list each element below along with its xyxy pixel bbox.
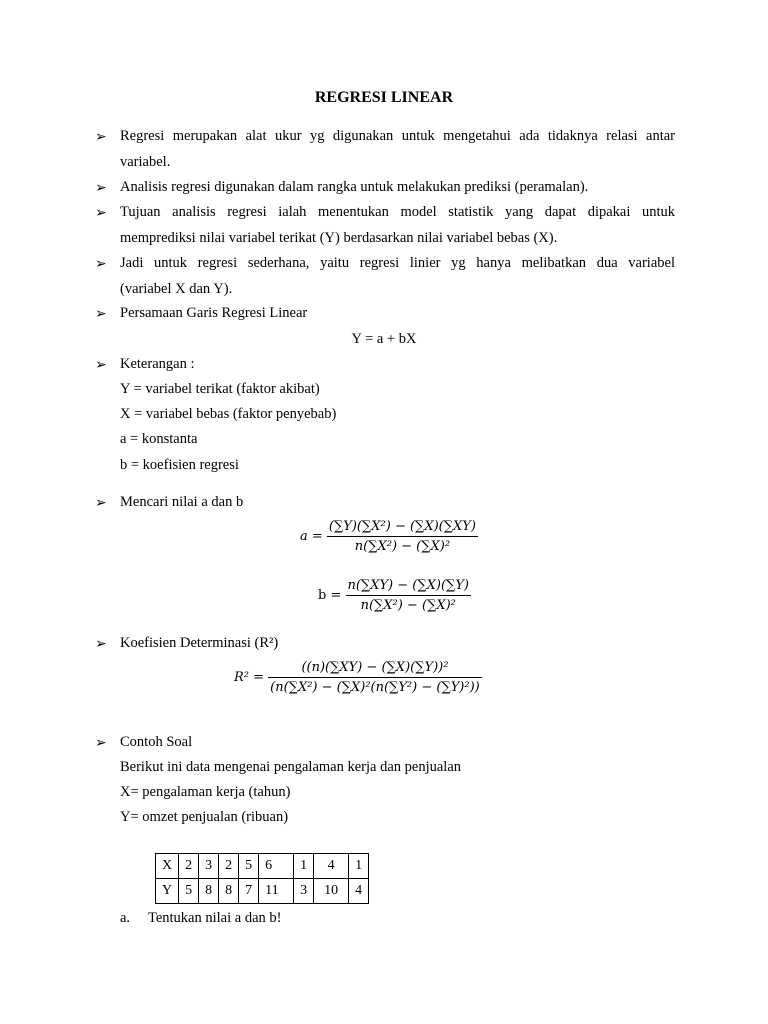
bullet-2-line-1: Analisis regresi digunakan dalam rangka untuk melakukan prediksi (peramalan). <box>120 179 589 195</box>
keterangan-item: a = konstanta <box>120 431 198 447</box>
table-cell: 3 <box>294 879 314 904</box>
formula-r2 <box>234 660 482 695</box>
table-row <box>156 879 369 904</box>
contoh-line: Berikut ini data mengenai pengalaman kerja dan penjualan <box>120 759 462 775</box>
bullet-icon: ➢ <box>95 358 107 373</box>
bullet-3-line-1: Tujuan analisis regresi ialah menentukan model statistik yang dapat dipakai untuk <box>120 204 675 220</box>
table-cell: 5 <box>239 854 259 879</box>
table-cell: 10 <box>314 879 349 904</box>
data-table <box>155 853 369 904</box>
keterangan-item: X = variabel bebas (faktor penyebab) <box>120 406 337 422</box>
bullet-icon: ➢ <box>95 130 107 145</box>
bullet-icon: ➢ <box>95 257 107 272</box>
mencari-heading: Mencari nilai a dan b <box>120 494 244 510</box>
formula-r2-denominator: (n(∑X²) − (∑X)²(n(∑Y²) − (∑Y)²)) <box>270 680 480 695</box>
formula-b-denominator: n(∑X²) − (∑X)² <box>360 598 456 613</box>
contoh-heading: Contoh Soal <box>120 734 193 750</box>
table-cell: 5 <box>179 879 199 904</box>
formula-a-lhs: a = <box>300 529 323 544</box>
table-cell: 3 <box>199 854 219 879</box>
formula-a <box>300 519 478 554</box>
formula-a-numerator: (∑Y)(∑X²) − (∑X)(∑XY) <box>327 519 478 537</box>
formula-b-lhs: b = <box>318 588 342 603</box>
bullet-1-line-2: variabel. <box>120 154 171 170</box>
table-cell: 1 <box>349 854 369 879</box>
bullet-5-line-1: Persamaan Garis Regresi Linear <box>120 305 308 321</box>
page-title: REGRESI LINEAR <box>314 89 454 106</box>
bullet-4-line-1: Jadi untuk regresi sederhana, yaitu regresi linier yg hanya melibatkan dua variabel <box>120 255 675 271</box>
bullet-icon: ➢ <box>95 181 107 196</box>
bullet-4-line-2: (variabel X dan Y). <box>120 281 233 297</box>
formula-b-numerator: n(∑XY) − (∑X)(∑Y) <box>346 578 471 596</box>
contoh-line: X= pengalaman kerja (tahun) <box>120 784 291 800</box>
bullet-icon: ➢ <box>95 307 107 322</box>
keterangan-item: b = koefisien regresi <box>120 457 239 473</box>
bullet-icon: ➢ <box>95 496 107 511</box>
bullet-icon: ➢ <box>95 637 107 652</box>
table-cell: 8 <box>219 879 239 904</box>
regression-equation: Y = a + bX <box>351 331 417 347</box>
table-cell: 2 <box>219 854 239 879</box>
table-cell: 7 <box>239 879 259 904</box>
bullet-3-line-2: memprediksi nilai variabel terikat (Y) berdasarkan nilai variabel bebas (X). <box>120 230 558 246</box>
koefisien-heading: Koefisien Determinasi (R²) <box>120 635 279 651</box>
table-cell: Y <box>156 879 179 904</box>
table-cell: 4 <box>314 854 349 879</box>
keterangan-item: Y = variabel terikat (faktor akibat) <box>120 381 320 397</box>
table-cell: X <box>156 854 179 879</box>
table-cell: 6 <box>259 854 294 879</box>
formula-r2-numerator: ((n)(∑XY) − (∑X)(∑Y))² <box>268 660 482 678</box>
formula-b <box>318 578 471 613</box>
bullet-icon: ➢ <box>95 736 107 751</box>
keterangan-heading: Keterangan : <box>120 356 195 372</box>
table-row <box>156 854 369 879</box>
question-label: a. <box>120 910 131 926</box>
table-cell: 2 <box>179 854 199 879</box>
table-cell: 1 <box>294 854 314 879</box>
question-text: Tentukan nilai a dan b! <box>148 910 282 926</box>
table-cell: 8 <box>199 879 219 904</box>
bullet-1-line-1: Regresi merupakan alat ukur yg digunakan untuk mengetahui ada tidaknya relasi antar <box>120 128 675 144</box>
table-cell: 4 <box>349 879 369 904</box>
bullet-icon: ➢ <box>95 206 107 221</box>
table-cell: 11 <box>259 879 294 904</box>
formula-a-denominator: n(∑X²) − (∑X)² <box>354 539 451 554</box>
formula-r2-lhs: R² = <box>234 670 265 685</box>
contoh-line: Y= omzet penjualan (ribuan) <box>120 809 289 825</box>
